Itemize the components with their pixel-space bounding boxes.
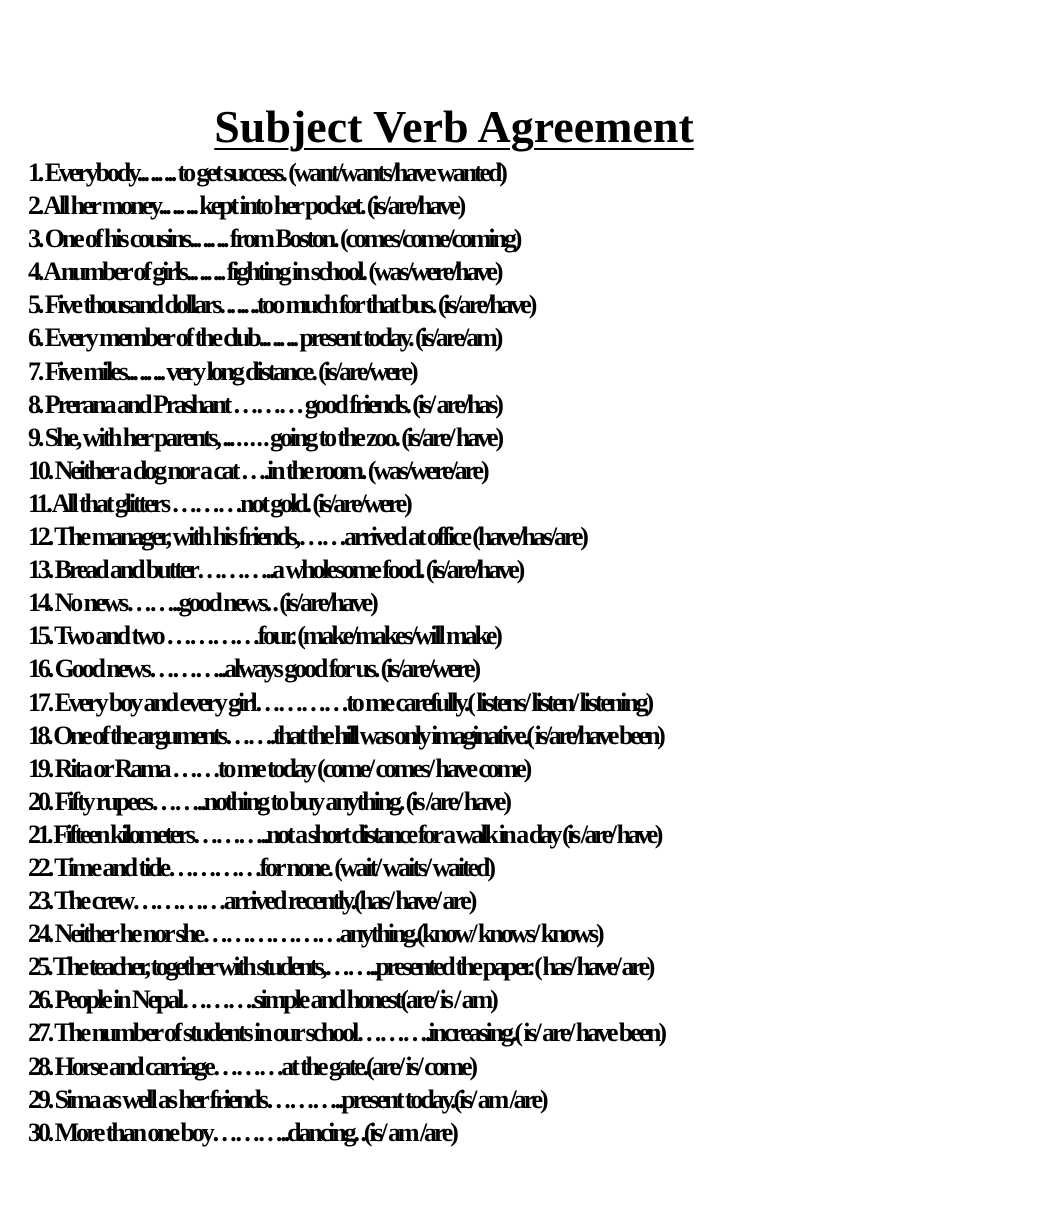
- question-item: 30. More than one boy………..dancing. .(is/ am /are): [28, 1117, 456, 1147]
- question-item: 26. People in Nepal……….simple and honest(are/ is / am): [28, 985, 496, 1015]
- question-item: 25. The teacher, together with students,……..presented the paper. ( has/ have/ are): [28, 952, 652, 982]
- question-item: 4. A number of girls... ... ... fighting in school. (was/were/have): [28, 257, 501, 287]
- worksheet-title: Subject Verb Agreement: [214, 100, 694, 152]
- question-item: 28. Horse and carriage………at the gate.(are/ is/ come): [28, 1051, 475, 1081]
- question-item: 11. All that glitters ………not gold. (is/are/were): [28, 488, 410, 518]
- question-item: 24. Neither he nor she………………anything.(know/ knows/ knows): [28, 919, 602, 949]
- question-item: 6. Every member of the club... ... ... present today. (is/are/am): [28, 323, 501, 353]
- question-item: 5. Five thousand dollars. .. ... ..too much for that bus. (is/are/have): [28, 290, 535, 320]
- question-item: 20. Fifty rupees……..nothing to buy anything. (is /are/ have): [28, 786, 509, 816]
- question-item: 12. The manager, with his friends,……arrived at office (have/has/are): [28, 522, 586, 552]
- question-item: 29. Sima as well as her friends………..present today.(is/ am /are): [28, 1084, 546, 1114]
- question-item: 21. Fifteen kilometers………..not a short distance for a walk in a day (is /are/ have): [28, 819, 661, 849]
- question-item: 13. Bread and butter………..a wholesome food. (is/are/have): [28, 555, 523, 585]
- question-item: 27. The number of students in our school……….increasing.( is/ are/ have been): [28, 1018, 664, 1048]
- question-item: 1. Everybody... ... ... to get success. (want/wants/have wanted): [28, 158, 505, 187]
- question-item: 10. Neither a dog nor a cat ….in the room. (was/were/are): [28, 455, 487, 485]
- question-item: 3. One of his cousins... ... ... from Boston. (comes/come/coming): [28, 224, 520, 254]
- question-item: 14. No news……..good news. . (is/are/have): [28, 588, 376, 618]
- question-item: 23. The crew…………arrived recently.(has/ have/ are): [28, 886, 475, 916]
- question-item: 15. Two and two …………four. (make/makes/will make): [28, 621, 500, 651]
- question-item: 16. Good news………..always good for us. (is/are/were): [28, 654, 479, 684]
- question-item: 8. Prerana and Prashant ……… good friends. (is/ are/has): [28, 389, 501, 419]
- question-item: 7. Five miles... ... ... very long distance. (is/are/were): [28, 356, 416, 386]
- question-item: 19. Rita or Rama ……to me today (come/ comes/ have come): [28, 753, 530, 783]
- question-item: 17. Every boy and every girl…………to me carefully.( listens/ listen/ listening): [28, 687, 652, 717]
- question-list: [28, 156, 1044, 1149]
- question-item: 2. All her money... ... ... kept into her pocket. (is/are/have): [28, 191, 464, 221]
- question-item: 18. One of the arguments…….that the hill was only imaginative.( is/are/have been): [28, 720, 663, 750]
- question-item: 9. She, with her parents, ... . . . . . going to the zoo. (is/are/ have): [28, 422, 502, 452]
- question-item: 22. Time and tide…………for none. (wait/ waits/ waited): [28, 852, 493, 882]
